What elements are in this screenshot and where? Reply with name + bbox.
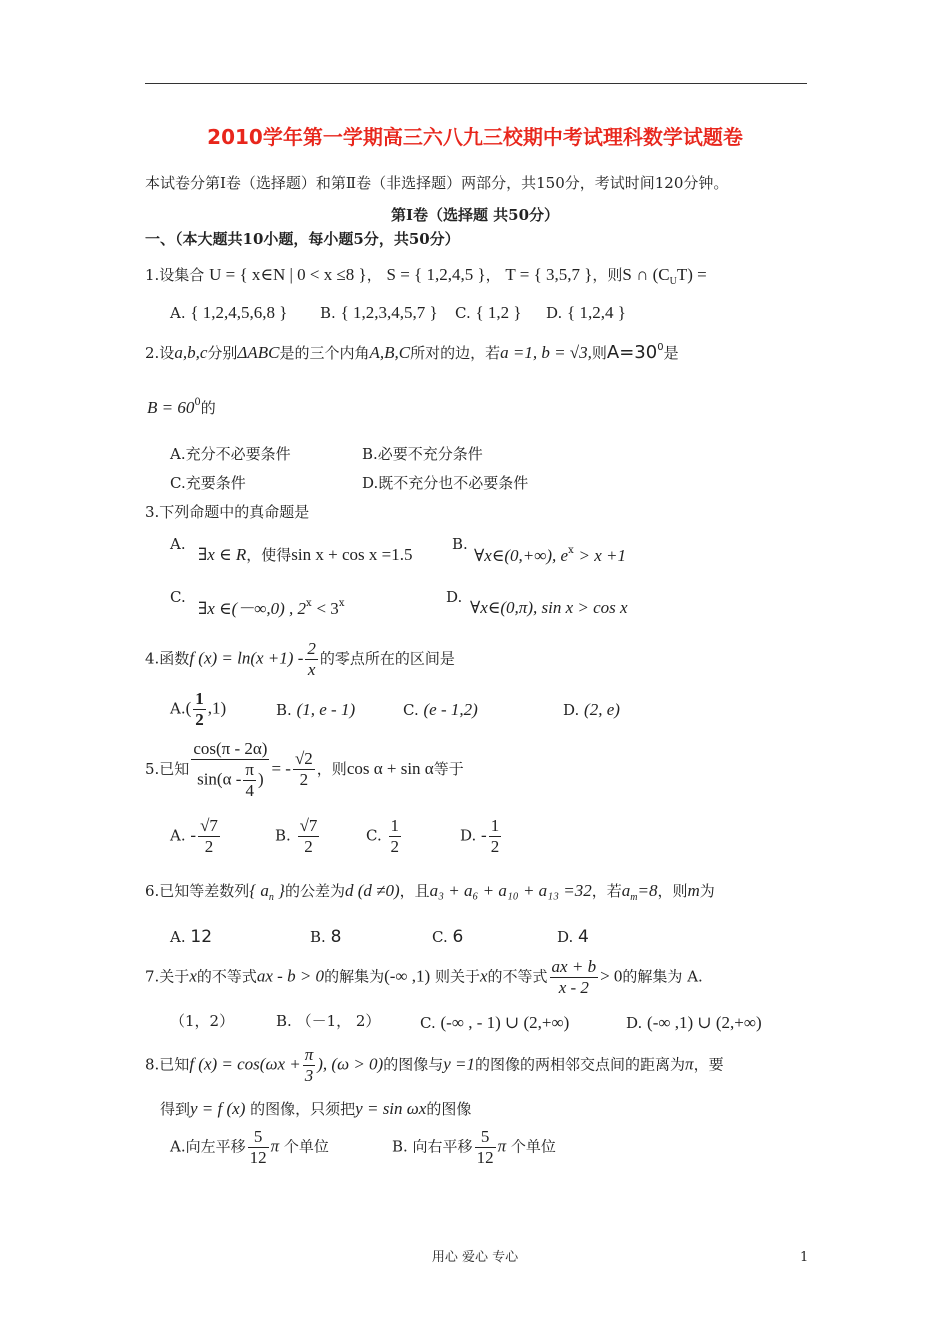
q4-option-a: A.( $\frac{1}{2}$ ,1) — [170, 689, 227, 729]
question-5: 5.已知 cos(π - 2α) sin(α - $\frac{\pi}{4}$ ) = - $\frac{√2}{2}$ ，则cos α + sin α等于 — [145, 739, 464, 800]
footer-motto: 用心 爱心 专心 — [431, 1250, 519, 1265]
q2-b60-line: $B = 60^0$的 — [147, 397, 216, 417]
question-6: 6.已知等差数列{ $a_n$ }的公差为d (d ≠0)，且a₃ + a₆ + a₁₀ + a₁₃ =32，若$a_m=8$，则m为 — [145, 881, 715, 903]
q5-option-d: D. - $\frac{1}{2}$ — [460, 816, 500, 856]
q6-option-a: A. 12 — [170, 927, 213, 947]
q8-option-a: A.向左平移 $\frac{5}{12}$ π 个单位 — [170, 1127, 329, 1167]
q4-option-b: B. (1, e - 1) — [276, 700, 356, 719]
page-number: 1 — [800, 1250, 809, 1265]
q2-angles: A,B,C — [369, 343, 411, 362]
q1-expr: S ∩ $(C_UT)$ = — [622, 265, 707, 287]
q6-option-b: B. 8 — [310, 927, 342, 947]
q5-option-c: C. $\frac{1}{2}$ — [366, 816, 399, 856]
q3-option-c: ∃x ∈(－∞,0) , $2^x < 3^x$ — [198, 598, 345, 618]
q7-option-b: B. （－1， 2） — [276, 1012, 381, 1030]
q3-option-d: ∀x∈(0,π), sin x > cos x — [470, 598, 628, 617]
q1-lead: 1.设集合 — [145, 266, 205, 284]
q8-line-2: 得到y = f (x) 的图像，只须把y = sin ωx的图像 — [160, 1099, 472, 1118]
q8-option-b: B. 向右平移 $\frac{5}{12}$ π 个单位 — [392, 1127, 556, 1167]
q2-option-a: A.充分不必要条件 — [170, 445, 291, 463]
q1-set-t: T = { 3,5,7 } — [505, 265, 593, 284]
q1-set-u: U = { x∈N | 0 < x ≤8 } — [209, 265, 367, 284]
q2-triangle: ΔABC — [237, 343, 280, 362]
q4-option-d: D. (2, e) — [563, 700, 620, 719]
part-title: 第Ⅰ卷（选择题 共50分） — [390, 206, 560, 224]
q4-option-c: C. (e - 1,2) — [403, 700, 478, 719]
q3-option-b-label: B. — [452, 535, 468, 553]
q7-option-a: （1，2） — [170, 1012, 235, 1030]
q1-option-d: D. { 1,2,4 } — [546, 303, 626, 322]
question-7: 7.关于x的不等式ax - b > 0的解集为(-∞ ,1) 则关于x的不等式 $\frac{ax + b}{x - 2}$ > 0的解集为 A. — [145, 957, 703, 997]
question-2: 2.设a,b,c分别ΔABC是的三个内角A,B,C所对的边，若a =1, b = √3,则$A=30^0$是 — [145, 342, 679, 363]
q2-vars: a,b,c — [174, 343, 208, 362]
q1-option-b: B. { 1,2,3,4,5,7 } — [320, 303, 438, 322]
q3-option-d-label: D. — [446, 588, 463, 606]
q1-set-s: S = { 1,2,4,5 } — [386, 265, 486, 284]
q7-option-c: C. (-∞ , - 1) ∪ (2,+∞) — [420, 1013, 570, 1032]
q3-option-b: ∀x∈(0,+∞), $e^x > x +1$ — [474, 545, 627, 565]
q2-option-b: B.必要不充分条件 — [362, 445, 483, 463]
q2-condition: a =1, b = √3, — [500, 343, 592, 362]
intro-text: 本试卷分第Ⅰ卷（选择题）和第Ⅱ卷（非选择题）两部分，共150分，考试时间120分钟。 — [145, 174, 729, 192]
q1-ask: ，则 — [592, 266, 623, 284]
section-title: 一、（本大题共10小题，每小题5分，共50分） — [145, 230, 460, 248]
exam-title: 2010学年第一学期高三六八九三校期中考试理科数学试题卷 — [207, 125, 743, 149]
q2-option-c: C.充要条件 — [170, 474, 246, 492]
q3-option-c-label: C. — [170, 588, 186, 606]
q7-option-d: D. (-∞ ,1) ∪ (2,+∞) — [626, 1013, 762, 1032]
header-rule — [145, 83, 807, 84]
q3-option-a: ∃x ∈ R，使得sin x + cos x =1.5 — [198, 545, 413, 564]
question-8: 8.已知f (x) = cos(ωx + $\frac{\pi}{3}$ ), (ω > 0)的图像与y =1的图像的两相邻交点间的距离为π，要 — [145, 1045, 724, 1085]
q2-option-d: D.既不充分也不必要条件 — [362, 474, 529, 492]
question-3: 3.下列命题中的真命题是 — [145, 503, 310, 521]
question-1: 1.设集合 U = { x∈N | 0 < x ≤8 }， S = { 1,2,4,5 }， T = { 3,5,7 }，则S ∩ $(C_UT)$ = — [145, 265, 707, 287]
q6-option-d: D. 4 — [557, 927, 589, 947]
q6-option-c: C. 6 — [432, 927, 464, 947]
q1-option-c: C. { 1,2 } — [455, 303, 522, 322]
q1-option-a: A. { 1,2,4,5,6,8 } — [170, 303, 288, 322]
q2-a30: $A=30^0$ — [606, 342, 664, 363]
q3-option-a-label: A. — [170, 535, 186, 553]
q5-option-a: A. - $\frac{√7}{2}$ — [170, 816, 218, 856]
q5-option-b: B. $\frac{√7}{2}$ — [275, 816, 318, 856]
question-4: 4.函数f (x) = ln(x +1) - $\frac{2}{x}$ 的零点所在的区间是 — [145, 639, 455, 679]
